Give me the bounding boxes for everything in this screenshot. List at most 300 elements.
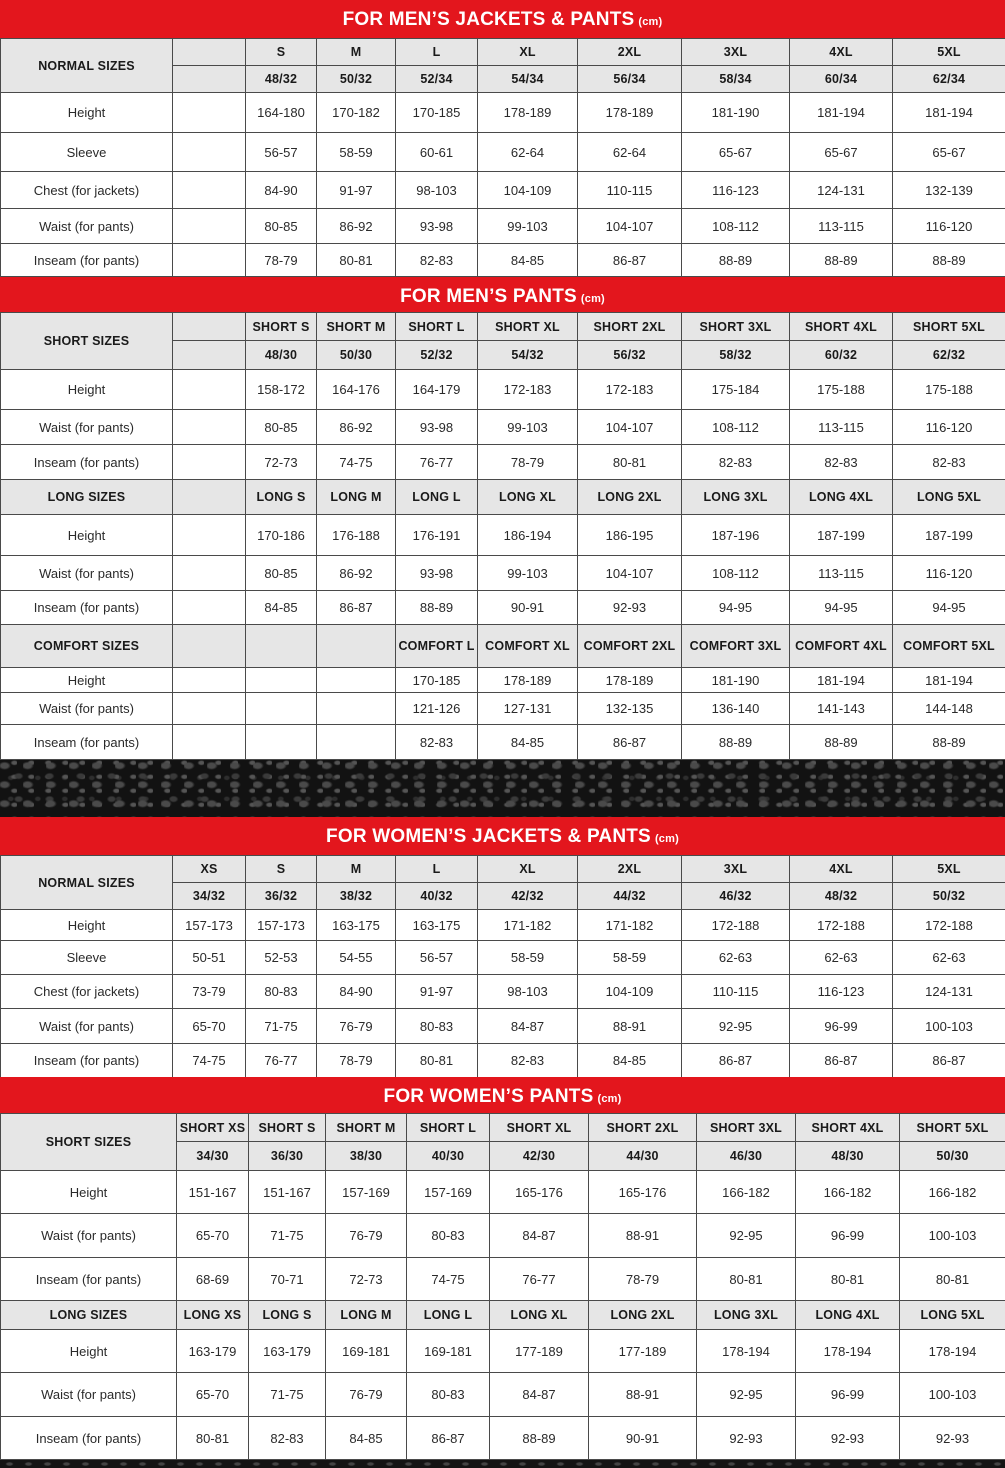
measurement-cell: 172-188 [893,910,1005,941]
measurement-cell: 104-107 [578,556,682,591]
measurement-cell: 170-186 [246,515,317,556]
measurement-cell: 76-77 [396,445,478,480]
measurement-cell: 92-95 [697,1373,796,1417]
measurement-cell: 91-97 [317,172,396,209]
spacer-cell [173,693,246,725]
measurement-cell: 92-95 [682,1009,790,1044]
measurement-cell: 88-91 [589,1214,697,1258]
measurement-cell: 68-69 [177,1258,249,1301]
measurement-cell: 116-123 [682,172,790,209]
spacer-cell [173,515,246,556]
measurement-cell: 65-70 [177,1214,249,1258]
measurement-cell: 84-85 [578,1044,682,1078]
measurement-cell: 151-167 [249,1171,326,1214]
measurement-cell: 80-83 [407,1214,490,1258]
row-label: Inseam (for pants) [1,445,173,480]
measurement-cell: 86-87 [893,1044,1005,1078]
measurement-cell: 100-103 [893,1009,1005,1044]
inseam-row [1,1417,1005,1460]
size-code: 50/32 [317,66,396,93]
measurement-cell: 170-182 [317,93,396,133]
measurement-cell: 88-89 [682,244,790,277]
measurement-cell: 94-95 [682,591,790,625]
measurement-cell [317,693,396,725]
group-label: SHORT SIZES [1,1114,177,1171]
height-row [1,1171,1005,1214]
size-code: 54/34 [478,66,578,93]
spacer-cell [173,625,246,668]
row-label: Waist (for pants) [1,556,173,591]
size-code: 52/34 [396,66,478,93]
womens-pants-short-table [0,1113,1005,1301]
measurement-cell: 172-188 [790,910,893,941]
measurement-cell [246,668,317,693]
measurement-cell: 72-73 [246,445,317,480]
measurement-cell: 157-173 [246,910,317,941]
measurement-cell: 178-189 [478,93,578,133]
measurement-cell: 90-91 [478,591,578,625]
womens-pants-unit: (cm) [597,1093,622,1105]
size-label: SHORT S [249,1114,326,1142]
measurement-cell: 86-87 [790,1044,893,1078]
measurement-cell: 86-87 [317,591,396,625]
row-label: Sleeve [1,941,173,975]
row-label: Waist (for pants) [1,1009,173,1044]
inseam-row [1,1044,1005,1078]
measurement-cell: 178-189 [478,668,578,693]
row-label: Waist (for pants) [1,693,173,725]
size-code: 46/32 [682,883,790,910]
measurement-cell: 187-199 [893,515,1005,556]
measurement-cell: 76-79 [326,1214,407,1258]
size-label: SHORT XS [177,1114,249,1142]
size-code: 58/32 [682,341,790,370]
measurement-cell: 144-148 [893,693,1005,725]
measurement-cell: 121-126 [396,693,478,725]
measurement-cell: 172-188 [682,910,790,941]
size-label [317,625,396,668]
size-code: 46/30 [697,1142,796,1171]
size-code: 50/32 [893,883,1005,910]
measurement-cell: 104-107 [578,410,682,445]
measurement-cell: 88-89 [893,244,1005,277]
sleeve-row [1,133,1005,172]
height-row [1,515,1005,556]
size-label: L [396,39,478,66]
measurement-cell: 84-85 [326,1417,407,1460]
size-label: SHORT 2XL [589,1114,697,1142]
size-label: XS [173,856,246,883]
size-label: LONG M [317,480,396,515]
size-label: LONG XL [490,1301,589,1330]
size-code: 38/30 [326,1142,407,1171]
measurement-cell: 88-89 [490,1417,589,1460]
measurement-cell: 93-98 [396,410,478,445]
size-label: 3XL [682,856,790,883]
measurement-cell: 172-183 [478,370,578,410]
measurement-cell: 113-115 [790,410,893,445]
measurement-cell: 71-75 [246,1009,317,1044]
measurement-cell: 88-89 [790,244,893,277]
measurement-cell: 178-189 [578,93,682,133]
womens-pants-long-table [0,1300,1005,1460]
gravel-texture-bottom [0,1460,1005,1468]
measurement-cell: 82-83 [396,725,478,760]
measurement-cell: 56-57 [246,133,317,172]
measurement-cell: 164-179 [396,370,478,410]
measurement-cell: 80-81 [317,244,396,277]
spacer-cell [173,39,246,66]
measurement-cell: 73-79 [173,975,246,1009]
spacer-cell [173,244,246,277]
row-label: Height [1,1330,177,1373]
size-label: COMFORT 3XL [682,625,790,668]
size-label: LONG 2XL [589,1301,697,1330]
height-row [1,93,1005,133]
measurement-cell: 56-57 [396,941,478,975]
measurement-cell: 116-120 [893,410,1005,445]
measurement-cell: 96-99 [790,1009,893,1044]
spacer-cell [173,725,246,760]
measurement-cell: 74-75 [407,1258,490,1301]
size-code: 44/30 [589,1142,697,1171]
spacer-cell [173,445,246,480]
gravel-texture-strip [0,760,1005,817]
size-code: 42/30 [490,1142,589,1171]
size-label: M [317,39,396,66]
size-label: LONG L [407,1301,490,1330]
measurement-cell: 84-87 [490,1373,589,1417]
measurement-cell: 82-83 [893,445,1005,480]
size-label: 5XL [893,856,1005,883]
measurement-cell: 187-199 [790,515,893,556]
measurement-cell: 90-91 [589,1417,697,1460]
measurement-cell: 181-190 [682,93,790,133]
measurement-cell: 80-81 [177,1417,249,1460]
measurement-cell: 116-120 [893,209,1005,244]
size-code: 56/34 [578,66,682,93]
size-code: 50/30 [900,1142,1005,1171]
measurement-cell: 104-107 [578,209,682,244]
measurement-cell: 88-91 [578,1009,682,1044]
row-label: Height [1,515,173,556]
measurement-cell: 170-185 [396,668,478,693]
measurement-cell: 187-196 [682,515,790,556]
size-code: 42/32 [478,883,578,910]
row-label: Inseam (for pants) [1,725,173,760]
inseam-row [1,725,1005,760]
size-label: LONG 2XL [578,480,682,515]
measurement-cell: 181-194 [790,668,893,693]
measurement-cell: 169-181 [407,1330,490,1373]
size-code: 36/30 [249,1142,326,1171]
measurement-cell: 163-175 [396,910,478,941]
measurement-cell: 88-89 [396,591,478,625]
size-code: 48/30 [796,1142,900,1171]
size-label: SHORT 4XL [796,1114,900,1142]
spacer-cell [173,66,246,93]
size-label: 2XL [578,39,682,66]
measurement-cell: 71-75 [249,1373,326,1417]
size-label: SHORT 4XL [790,313,893,341]
spacer-cell [173,209,246,244]
womens-jackets-table [0,855,1005,1078]
measurement-cell: 62-64 [578,133,682,172]
measurement-cell: 181-194 [893,93,1005,133]
measurement-cell: 177-189 [490,1330,589,1373]
measurement-cell: 76-77 [490,1258,589,1301]
measurement-cell: 104-109 [578,975,682,1009]
measurement-cell: 58-59 [317,133,396,172]
measurement-cell: 94-95 [790,591,893,625]
womens-pants-banner [0,1077,1005,1115]
measurement-cell: 93-98 [396,556,478,591]
size-label: LONG 3XL [682,480,790,515]
measurement-cell: 65-70 [173,1009,246,1044]
womens-pants-title: FOR WOMEN’S PANTS [383,1086,594,1107]
size-code: 34/30 [177,1142,249,1171]
chest-row [1,172,1005,209]
size-code: 38/32 [317,883,396,910]
size-label: SHORT L [407,1114,490,1142]
row-label: Height [1,370,173,410]
measurement-cell: 50-51 [173,941,246,975]
size-label: SHORT M [326,1114,407,1142]
measurement-cell: 113-115 [790,556,893,591]
size-code: 40/32 [396,883,478,910]
measurement-cell: 136-140 [682,693,790,725]
height-row [1,1330,1005,1373]
measurement-cell: 65-67 [893,133,1005,172]
mens-pants-short-table [0,312,1005,480]
measurement-cell: 166-182 [900,1171,1005,1214]
size-label: LONG 3XL [697,1301,796,1330]
measurement-cell: 165-176 [490,1171,589,1214]
waist-row [1,693,1005,725]
size-label: LONG M [326,1301,407,1330]
size-label: SHORT 5XL [893,313,1005,341]
spacer-cell [173,370,246,410]
size-code: 44/32 [578,883,682,910]
measurement-cell: 80-81 [900,1258,1005,1301]
measurement-cell: 84-85 [478,725,578,760]
size-label: SHORT 3XL [697,1114,796,1142]
measurement-cell: 80-81 [796,1258,900,1301]
size-label: COMFORT XL [478,625,578,668]
inseam-row [1,1258,1005,1301]
size-code: 52/32 [396,341,478,370]
row-label: Inseam (for pants) [1,244,173,277]
group-label: SHORT SIZES [1,313,173,370]
spacer-cell [173,480,246,515]
group-label: LONG SIZES [1,1301,177,1330]
height-row [1,910,1005,941]
size-code: 48/30 [246,341,317,370]
measurement-cell: 172-183 [578,370,682,410]
measurement-cell: 78-79 [246,244,317,277]
measurement-cell: 88-89 [790,725,893,760]
size-label: LONG S [246,480,317,515]
waist-row [1,1373,1005,1417]
mens-jackets-title: FOR MEN’S JACKETS & PANTS [342,9,635,30]
size-label [246,625,317,668]
measurement-cell: 108-112 [682,556,790,591]
size-label: COMFORT 5XL [893,625,1005,668]
measurement-cell: 110-115 [578,172,682,209]
womens-jackets-banner [0,817,1005,855]
measurement-cell: 62-64 [478,133,578,172]
size-label: SHORT M [317,313,396,341]
measurement-cell: 78-79 [317,1044,396,1078]
size-label: LONG 5XL [900,1301,1005,1330]
size-code: 40/30 [407,1142,490,1171]
size-code: 58/34 [682,66,790,93]
measurement-cell [317,725,396,760]
size-label: XL [478,856,578,883]
measurement-cell: 108-112 [682,209,790,244]
spacer-cell [173,172,246,209]
spacer-cell [173,133,246,172]
measurement-cell: 175-188 [790,370,893,410]
measurement-cell: 124-131 [790,172,893,209]
measurement-cell: 178-194 [697,1330,796,1373]
measurement-cell: 80-81 [578,445,682,480]
measurement-cell: 80-81 [697,1258,796,1301]
size-label: LONG 4XL [790,480,893,515]
measurement-cell: 84-90 [317,975,396,1009]
row-label: Waist (for pants) [1,410,173,445]
size-label: LONG 4XL [796,1301,900,1330]
size-label: SHORT 2XL [578,313,682,341]
row-label: Chest (for jackets) [1,975,173,1009]
measurement-cell: 163-179 [177,1330,249,1373]
measurement-cell: 170-185 [396,93,478,133]
spacer-cell [173,668,246,693]
measurement-cell: 92-93 [697,1417,796,1460]
womens-jackets-title: FOR WOMEN’S JACKETS & PANTS [326,826,651,847]
measurement-cell: 80-83 [407,1373,490,1417]
measurement-cell: 171-182 [578,910,682,941]
measurement-cell: 92-93 [900,1417,1005,1460]
mens-pants-title: FOR MEN’S PANTS [400,286,577,307]
measurement-cell: 62-63 [790,941,893,975]
measurement-cell: 76-79 [326,1373,407,1417]
measurement-cell: 157-169 [407,1171,490,1214]
measurement-cell: 186-194 [478,515,578,556]
measurement-cell [246,693,317,725]
measurement-cell: 58-59 [578,941,682,975]
measurement-cell: 110-115 [682,975,790,1009]
measurement-cell [246,725,317,760]
size-code: 50/30 [317,341,396,370]
measurement-cell: 175-184 [682,370,790,410]
measurement-cell: 181-194 [893,668,1005,693]
size-label: 4XL [790,39,893,66]
measurement-cell: 80-83 [246,975,317,1009]
row-label: Inseam (for pants) [1,1417,177,1460]
measurement-cell: 84-85 [246,591,317,625]
inseam-row [1,591,1005,625]
group-label: NORMAL SIZES [1,39,173,93]
measurement-cell: 169-181 [326,1330,407,1373]
size-code: 62/32 [893,341,1005,370]
measurement-cell: 82-83 [478,1044,578,1078]
measurement-cell: 86-87 [407,1417,490,1460]
measurement-cell: 88-89 [682,725,790,760]
size-label: 3XL [682,39,790,66]
measurement-cell: 178-194 [900,1330,1005,1373]
measurement-cell: 99-103 [478,410,578,445]
measurement-cell: 176-191 [396,515,478,556]
mens-pants-unit: (cm) [580,293,605,305]
measurement-cell: 116-123 [790,975,893,1009]
measurement-cell: 177-189 [589,1330,697,1373]
inseam-row [1,445,1005,480]
measurement-cell: 176-188 [317,515,396,556]
row-label: Waist (for pants) [1,1214,177,1258]
size-label: 5XL [893,39,1005,66]
measurement-cell: 163-179 [249,1330,326,1373]
measurement-cell: 76-77 [246,1044,317,1078]
measurement-cell: 86-87 [682,1044,790,1078]
measurement-cell: 80-85 [246,556,317,591]
row-label: Chest (for jackets) [1,172,173,209]
size-label: S [246,856,317,883]
measurement-cell: 127-131 [478,693,578,725]
measurement-cell: 62-63 [682,941,790,975]
size-label: LONG XS [177,1301,249,1330]
measurement-cell: 151-167 [177,1171,249,1214]
size-label: LONG 5XL [893,480,1005,515]
measurement-cell: 58-59 [478,941,578,975]
spacer-cell [173,591,246,625]
measurement-cell: 132-135 [578,693,682,725]
measurement-cell: 65-67 [682,133,790,172]
height-row [1,668,1005,693]
size-label: LONG L [396,480,478,515]
waist-row [1,1214,1005,1258]
measurement-cell: 108-112 [682,410,790,445]
size-label: SHORT S [246,313,317,341]
row-label: Inseam (for pants) [1,591,173,625]
measurement-cell: 166-182 [796,1171,900,1214]
measurement-cell: 92-93 [796,1417,900,1460]
measurement-cell: 74-75 [173,1044,246,1078]
measurement-cell: 186-195 [578,515,682,556]
measurement-cell: 163-175 [317,910,396,941]
size-code: 60/32 [790,341,893,370]
measurement-cell: 91-97 [396,975,478,1009]
size-label: XL [478,39,578,66]
size-label: L [396,856,478,883]
measurement-cell: 181-194 [790,93,893,133]
measurement-cell: 100-103 [900,1373,1005,1417]
measurement-cell: 96-99 [796,1214,900,1258]
size-label: LONG XL [478,480,578,515]
measurement-cell: 98-103 [478,975,578,1009]
measurement-cell: 74-75 [317,445,396,480]
measurement-cell: 52-53 [246,941,317,975]
size-label: SHORT XL [490,1114,589,1142]
measurement-cell: 78-79 [589,1258,697,1301]
height-row [1,370,1005,410]
mens-pants-long-table [0,479,1005,625]
row-label: Inseam (for pants) [1,1044,173,1078]
waist-row [1,556,1005,591]
size-code: 54/32 [478,341,578,370]
measurement-cell: 164-180 [246,93,317,133]
measurement-cell: 98-103 [396,172,478,209]
